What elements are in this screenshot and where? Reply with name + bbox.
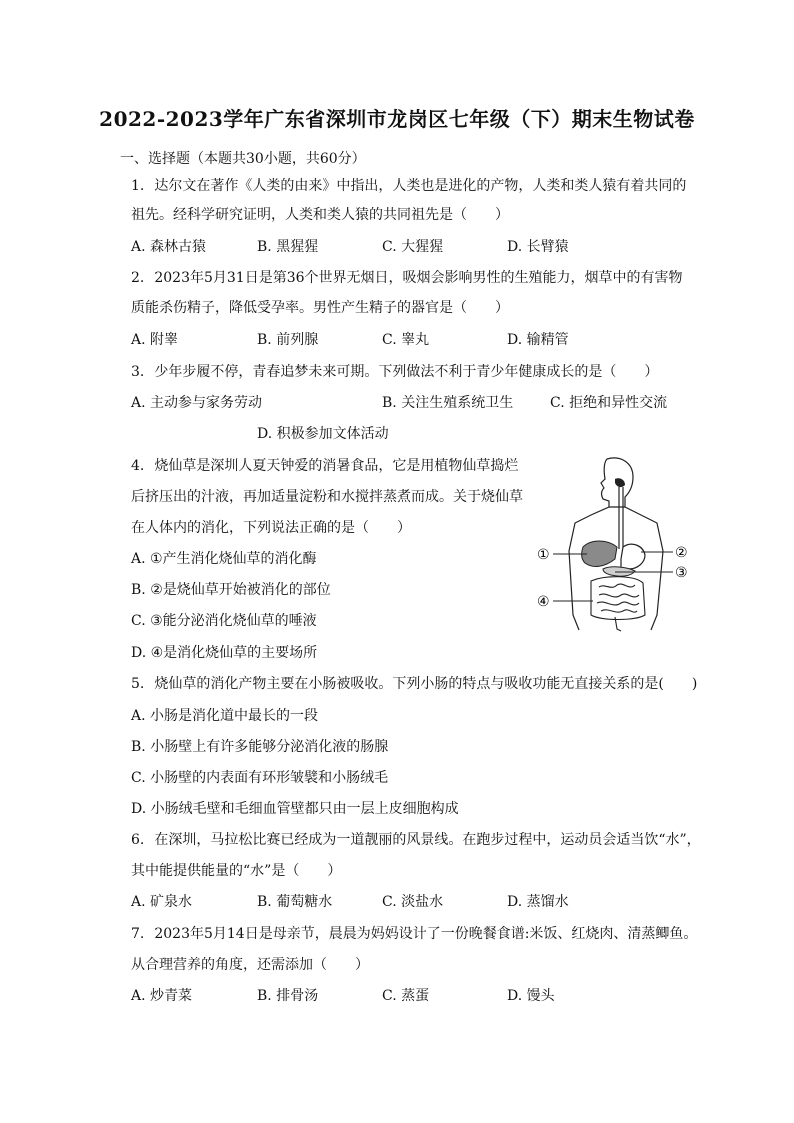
q5-option-a: A. 小肠是消化道中最长的一段 [131,708,319,724]
q2-option-b: B. 前列腺 [257,332,319,348]
question-2-line-1: 2. 2023年5月31日是第36个世界无烟日，吸烟会影响男性的生殖能力，烟草中的有害物 [131,270,683,286]
label-4: ④ [537,594,550,610]
question-7-line-2: 从合理营养的角度，还需添加（ ） [131,957,369,973]
q2-option-c: C. 睾丸 [382,332,430,348]
q7-option-b: B. 排骨汤 [257,988,319,1004]
q7-option-d: D. 馒头 [507,988,555,1004]
intestine-shape [591,577,645,631]
question-3-line-1: 3. 少年步履不停，青春追梦未来可期。下列做法不利于青少年健康成长的是（ ） [131,364,659,380]
q1-option-c: C. 大猩猩 [382,239,444,255]
page-title: 2022-2023学年广东省深圳市龙岗区七年级（下）期末生物试卷 [99,107,695,131]
q4-option-a: A. ①产生消化烧仙草的消化酶 [131,551,317,567]
section-heading: 一、选择题（本题共30小题，共60分） [120,151,366,167]
question-7-line-1: 7. 2023年5月14日是母亲节，晨晨为妈妈设计了一份晚餐食谱:米饭、红烧肉、清蒸鲫鱼。 [131,926,698,942]
question-3-number: 3. [131,364,145,380]
question-5-number: 5. [131,676,145,692]
q4-option-c: C. ③能分泌消化烧仙草的唾液 [131,613,317,629]
question-4-line-1: 4. 烧仙草是深圳人夏天钟爱的消暑食品，它是用植物仙草捣烂 [131,458,519,474]
q1-option-b: B. 黑猩猩 [257,239,319,255]
q1-option-a: A. 森林古猿 [131,239,207,255]
label-3: ③ [675,565,688,581]
question-1-number: 1. [131,178,145,194]
question-2-line-2: 质能杀伤精子，降低受孕率。男性产生精子的器官是（ ） [131,300,509,316]
q2-option-d: D. 输精管 [507,332,569,348]
q2-option-a: A. 附睾 [131,332,179,348]
q4-option-d: D. ④是消化烧仙草的主要场所 [131,645,318,661]
q6-option-c: C. 淡盐水 [382,894,444,910]
question-5-line-1: 5. 烧仙草的消化产物主要在小肠被吸收。下列小肠的特点与吸收功能无直接关系的是( ) [131,676,698,692]
stomach-shape [621,544,645,571]
q5-option-d: D. 小肠绒毛壁和毛细血管壁都只由一层上皮细胞构成 [131,801,459,817]
q3-option-d: D. 积极参加文体活动 [257,426,389,442]
question-4-line-3: 在人体内的消化，下列说法正确的是（ ） [131,520,411,536]
q7-option-c: C. 蒸蛋 [382,988,430,1004]
q7-option-a: A. 炒青菜 [131,988,193,1004]
q6-option-b: B. 葡萄糖水 [257,894,333,910]
label-1: ① [537,547,550,563]
question-6-line-1: 6. 在深圳，马拉松比赛已经成为一道靓丽的风景线。在跑步过程中，运动员会适当饮“水”， [131,832,701,848]
q3-option-a: A. 主动参与家务劳动 [131,395,263,411]
q6-option-a: A. 矿泉水 [131,894,193,910]
question-4-number: 4. [131,458,145,474]
q5-option-c: C. 小肠壁的内表面有环形皱襞和小肠绒毛 [131,770,389,786]
q6-option-d: D. 蒸馏水 [507,894,569,910]
q3-option-b: B. 关注生殖系统卫生 [382,395,514,411]
question-1-line-1: 1. 达尔文在著作《人类的由来》中指出，人类也是进化的产物，人类和类人猿有着共同的 [131,178,687,194]
question-6-number: 6. [131,832,145,848]
question-2-number: 2. [131,270,145,286]
q4-option-b: B. ②是烧仙草开始被消化的部位 [131,582,331,598]
digestive-system-diagram [535,455,695,635]
q3-option-c: C. 拒绝和异性交流 [550,395,668,411]
q5-option-b: B. 小肠壁上有许多能够分泌消化液的肠腺 [131,739,389,755]
question-6-line-2: 其中能提供能量的“水”是（ ） [131,863,342,879]
mouth-shape [615,478,625,487]
q1-option-d: D. 长臂猿 [507,239,569,255]
question-7-number: 7. [131,926,145,942]
question-1-line-2: 祖先。经科学研究证明，人类和类人猿的共同祖先是（ ） [131,207,509,223]
question-4-line-2: 后挤压出的汁液，再加适量淀粉和水搅拌蒸煮而成。关于烧仙草 [131,489,523,505]
label-2: ② [675,545,688,561]
